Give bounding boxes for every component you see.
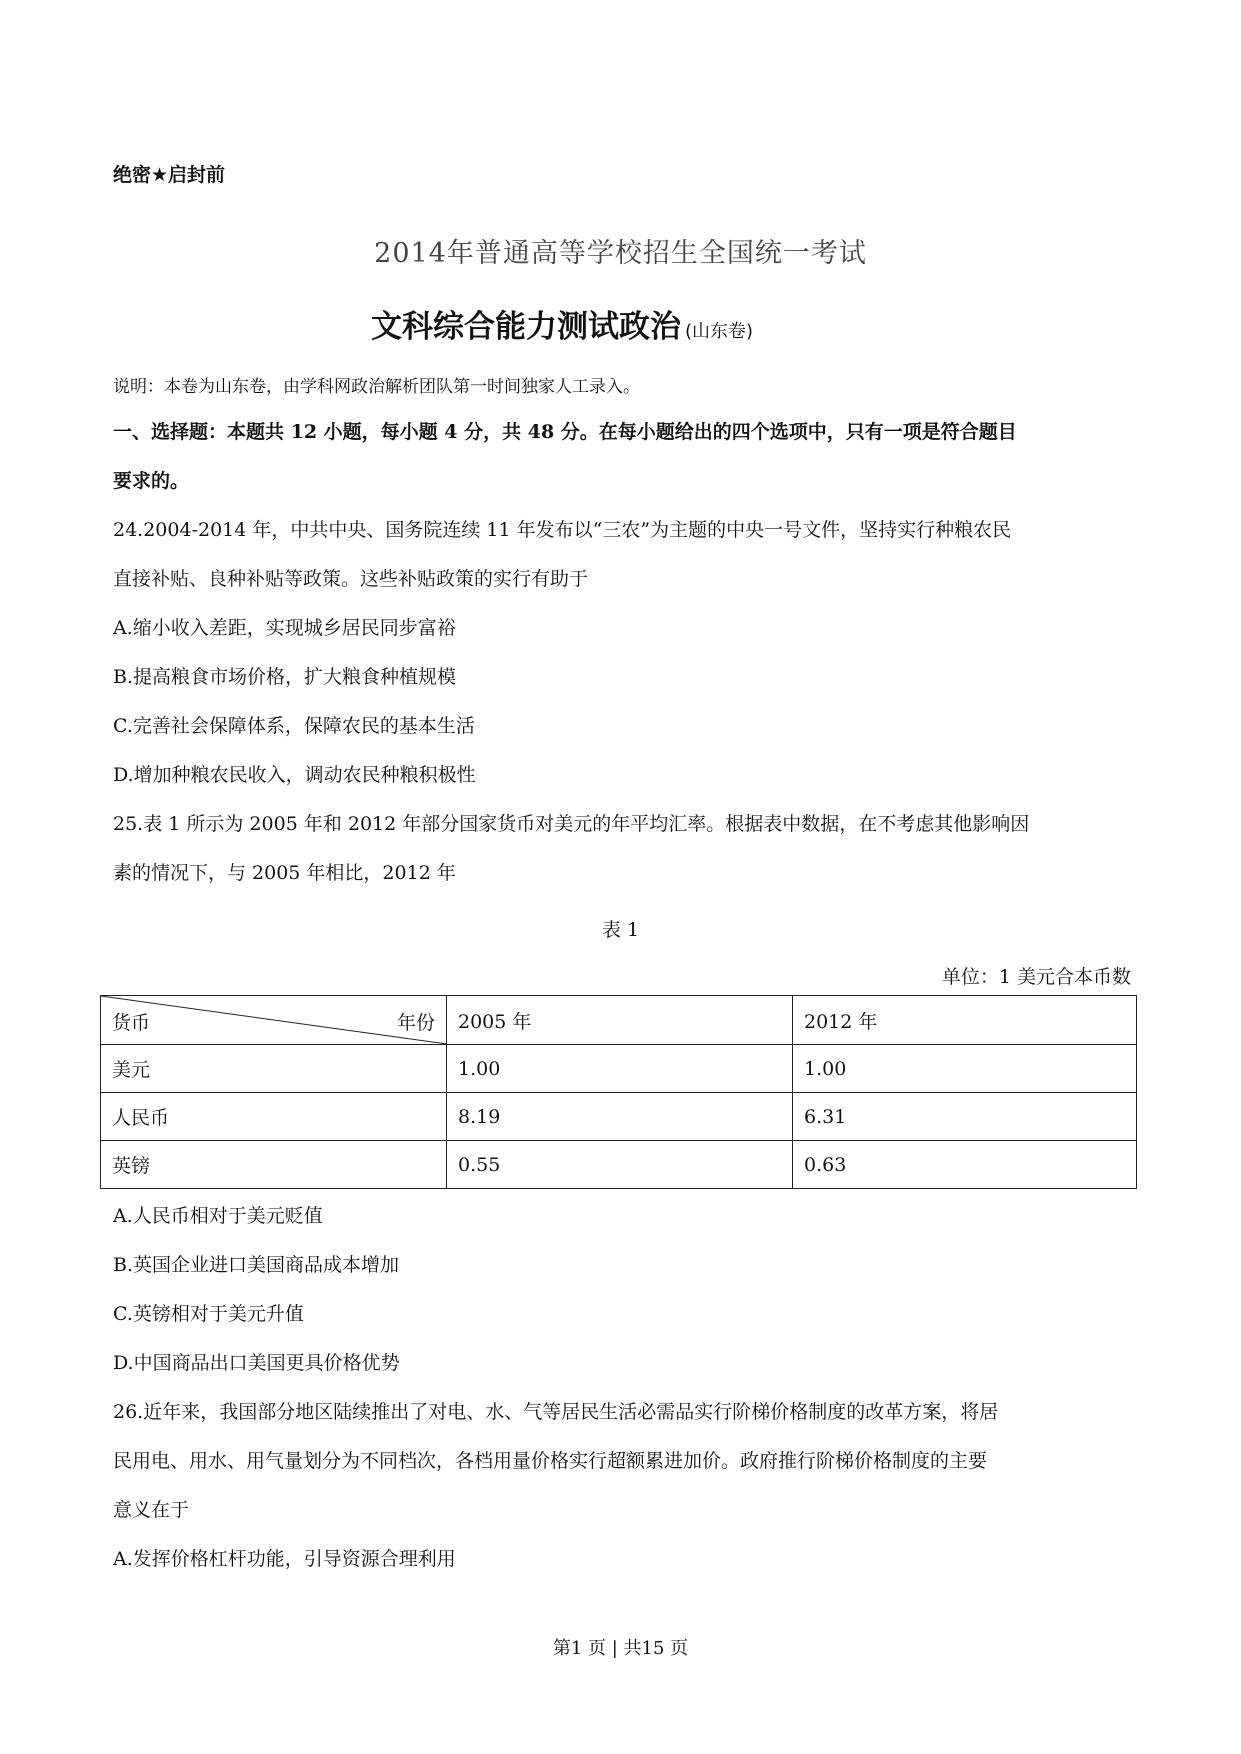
table-cell-currency: 人民币 <box>101 1093 447 1141</box>
table-corner-cell <box>101 996 447 1045</box>
q26-stem-line2: 民用电、用水、用气量划分为不同档次，各档用量价格实行超额累进加价。政府推行阶梯价格制度的主要 <box>113 1450 988 1472</box>
table-cell-2005: 0.55 <box>447 1141 793 1189</box>
table-cell-2012: 0.63 <box>793 1141 1137 1189</box>
section-heading-line1: 一、选择题：本题共 12 小题，每小题 4 分，共 48 分。在每小题给出的四个选项中，只有一项是符合题目 <box>113 421 1017 443</box>
subject-title-main: 文科综合能力测试政治 <box>371 309 681 345</box>
table-caption: 表 1 <box>601 919 640 941</box>
table-cell-2005: 8.19 <box>447 1093 793 1141</box>
table-row <box>101 1093 1137 1141</box>
note-text: 说明：本卷为山东卷，由学科网政治解析团队第一时间独家人工录入。 <box>113 377 640 397</box>
q26-option-a: A.发挥价格杠杆功能，引导资源合理利用 <box>113 1548 456 1570</box>
q26-stem-line3: 意义在于 <box>113 1499 190 1521</box>
q25-stem-line1: 25.表 1 所示为 2005 年和 2012 年部分国家货币对美元的年平均汇率。根据表中数据，在不考虑其他影响因 <box>113 813 1030 835</box>
table-cell-2012: 6.31 <box>793 1093 1137 1141</box>
corner-label-year: 年份 <box>396 1012 435 1034</box>
q26-stem-line1: 26.近年来，我国部分地区陆续推出了对电、水、气等居民生活必需品实行阶梯价格制度的改革方案，将居 <box>113 1401 999 1423</box>
q25-option-d: D.中国商品出口美国更具价格优势 <box>113 1352 400 1374</box>
q24-stem-line2: 直接补贴、良种补贴等政策。这些补贴政策的实行有助于 <box>113 568 589 590</box>
table-unit: 单位：1 美元合本币数 <box>941 966 1131 988</box>
table-cell-2012: 1.00 <box>793 1045 1137 1093</box>
q24-option-c: C.完善社会保障体系，保障农民的基本生活 <box>113 715 475 737</box>
q25-option-c: C.英镑相对于美元升值 <box>113 1303 304 1325</box>
table-cell-currency: 美元 <box>101 1045 447 1093</box>
table-cell-2005: 1.00 <box>447 1045 793 1093</box>
table-cell-currency: 英镑 <box>101 1141 447 1189</box>
table-row <box>101 1141 1137 1189</box>
section-heading-line2: 要求的。 <box>113 470 190 492</box>
table-header-row <box>101 996 1137 1045</box>
q24-stem-line1: 24.2004-2014 年，中共中央、国务院连续 11 年发布以“三农”为主题的中央一号文件，坚持实行种粮农民 <box>113 519 1012 541</box>
exchange-rate-table <box>100 995 1137 1189</box>
diagonal-line <box>101 996 447 1044</box>
exam-title: 2014年普通高等学校招生全国统一考试 <box>374 238 867 269</box>
table-header-2005: 2005 年 <box>447 996 793 1045</box>
table-row <box>101 1045 1137 1093</box>
table-header-2012: 2012 年 <box>793 996 1137 1045</box>
subject-title <box>371 301 753 346</box>
q24-option-b: B.提高粮食市场价格，扩大粮食种植规模 <box>113 666 457 688</box>
subject-title-suffix: (山东卷) <box>685 321 754 342</box>
q24-option-a: A.缩小收入差距，实现城乡居民同步富裕 <box>113 617 456 639</box>
q25-option-b: B.英国企业进口美国商品成本增加 <box>113 1254 400 1276</box>
q25-stem-line2: 素的情况下，与 2005 年相比，2012 年 <box>113 862 456 884</box>
q24-option-d: D.增加种粮农民收入，调动农民种粮积极性 <box>113 764 476 786</box>
q25-option-a: A.人民币相对于美元贬值 <box>113 1205 323 1227</box>
classified-label: 绝密★启封前 <box>113 164 226 186</box>
corner-label-currency: 货币 <box>112 1012 151 1034</box>
page-footer: 第1 页 | 共15 页 <box>552 1638 689 1659</box>
diagonal-header <box>112 996 435 1044</box>
